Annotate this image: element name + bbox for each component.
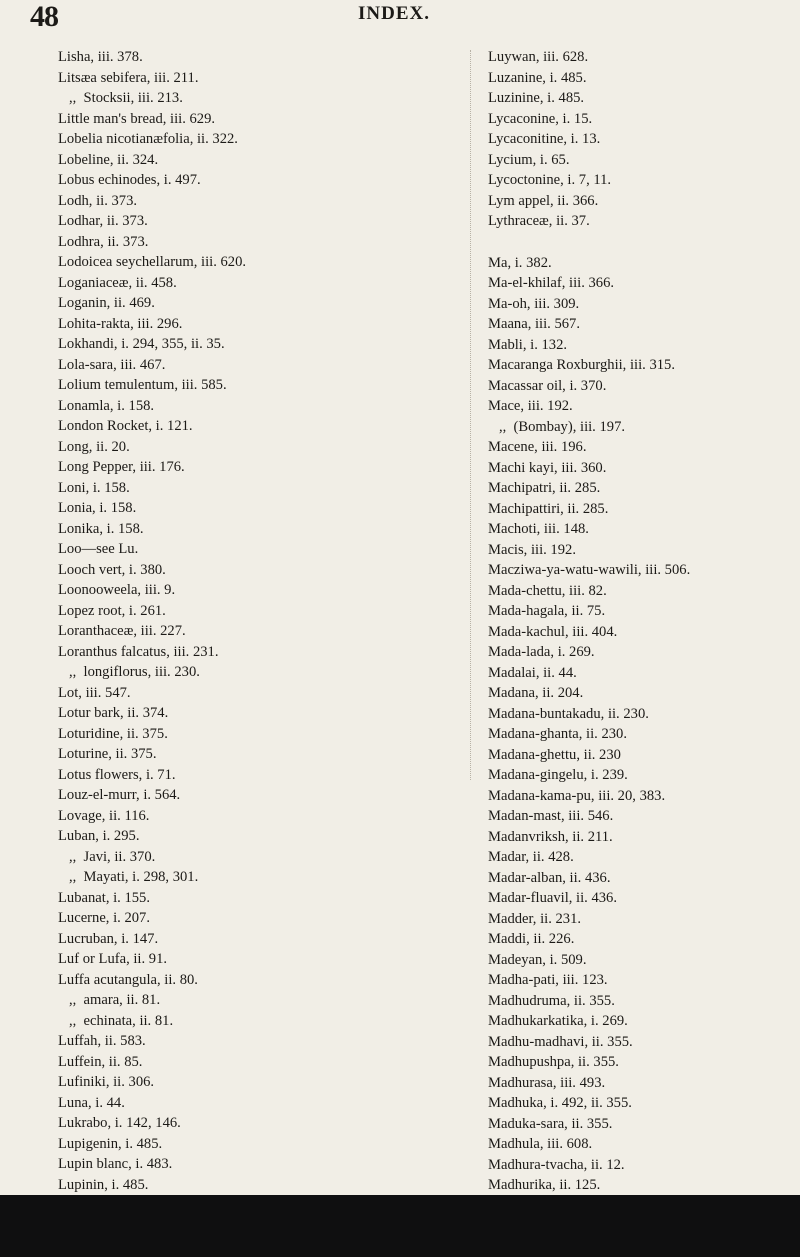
index-entry: Loturine, ii. 375. — [58, 746, 157, 762]
index-entry: Lupinin, i. 485. — [58, 1176, 149, 1193]
index-entry: Mada-chettu, iii. 82. — [488, 582, 607, 599]
index-entry: Madhurasa, iii. 493. — [488, 1074, 606, 1091]
index-entry: Macene, iii. 196. — [488, 439, 587, 455]
section-gap — [488, 232, 788, 253]
index-entry: Lotus flowers, i. 71. — [58, 766, 176, 783]
index-entry: Loganin, ii. 469. — [58, 295, 155, 311]
scan-bottom-edge — [0, 1195, 800, 1257]
index-entry: Lonika, i. 158. — [58, 520, 144, 537]
index-entry: Madhurika, ii. 125. — [488, 1177, 601, 1193]
index-entry: Lupigenin, i. 485. — [58, 1135, 163, 1152]
index-entry: Madhudruma, ii. 355. — [488, 992, 615, 1009]
index-entry: Lopez root, i. 261. — [58, 602, 166, 619]
index-entry: Madhula, iii. 608. — [488, 1136, 593, 1152]
index-entry: Lobelia nicotianæfolia, ii. 322. — [58, 131, 238, 147]
index-entry: Loturidine, ii. 375. — [58, 725, 168, 742]
index-entry: Luywan, iii. 628. — [488, 49, 589, 65]
index-entry: Lodh, ii. 373. — [58, 192, 138, 209]
index-entry: Madhura-tvacha, ii. 12. — [488, 1156, 625, 1173]
index-entry: Loranthaceæ, iii. 227. — [58, 623, 186, 639]
index-entry: Lym appel, ii. 366. — [488, 192, 599, 209]
index-entry: ,, amara, ii. 81. — [58, 992, 161, 1008]
index-entry: Looch vert, i. 380. — [58, 561, 166, 578]
index-entry: Lycoctonine, i. 7, 11. — [488, 172, 612, 188]
index-entry: Mada-lada, i. 269. — [488, 644, 595, 660]
index-entry: Long, ii. 20. — [58, 438, 130, 455]
index-entry: Lythraceæ, ii. 37. — [488, 213, 590, 229]
index-entry: Loganiaceæ, ii. 458. — [58, 274, 177, 291]
index-entry: Lot, iii. 547. — [58, 684, 131, 701]
index-entry: Loranthus falcatus, iii. 231. — [58, 643, 219, 660]
index-entry: Loo—see Lu. — [58, 541, 139, 557]
index-entry: ,, (Bombay), iii. 197. — [488, 418, 626, 435]
index-entry: Maana, iii. 567. — [488, 316, 581, 332]
index-entry: Lonia, i. 158. — [58, 500, 137, 516]
index-entry: Madana, ii. 204. — [488, 685, 584, 701]
index-entry: Madder, ii. 231. — [488, 910, 582, 927]
index-entry: Lobus echinodes, i. 497. — [58, 172, 201, 188]
index-entry: Luffa acutangula, ii. 80. — [58, 971, 198, 988]
index-entry: ,, Javi, ii. 370. — [58, 848, 156, 865]
index-entry: Luban, i. 295. — [58, 828, 140, 844]
index-entry: Little man's bread, iii. 629. — [58, 110, 216, 127]
index-entry: Machipatri, ii. 285. — [488, 480, 601, 496]
index-entry: Lisha, iii. 378. — [58, 49, 143, 65]
column-divider — [470, 50, 471, 780]
index-entry: Ma, i. 382. — [488, 254, 552, 271]
index-entry: Lolium temulentum, iii. 585. — [58, 377, 227, 393]
index-entry: Maddi, ii. 226. — [488, 931, 575, 947]
index-entry: Lupin blanc, i. 483. — [58, 1156, 173, 1172]
index-entry: Madar-fluavil, ii. 436. — [488, 890, 617, 906]
index-entry: Luf or Lufa, ii. 91. — [58, 951, 168, 967]
index-entry: Lufiniki, ii. 306. — [58, 1074, 155, 1090]
index-entry: Mada-kachul, iii. 404. — [488, 623, 618, 640]
index-entry: ,, Stocksii, iii. 213. — [58, 90, 183, 106]
index-entry: Madhukarkatika, i. 269. — [488, 1013, 628, 1029]
index-entry: Lobeline, ii. 324. — [58, 151, 159, 168]
index-entry: Madana-buntakadu, ii. 230. — [488, 705, 649, 722]
index-entry: Madhu-madhavi, ii. 355. — [488, 1033, 633, 1050]
index-entry: Luffah, ii. 583. — [58, 1033, 146, 1049]
page-header: INDEX. — [358, 3, 430, 24]
index-entry: Lovage, ii. 116. — [58, 807, 150, 824]
index-entry: Louz-el-murr, i. 564. — [58, 787, 181, 803]
index-entry: Lokhandi, i. 294, 355, ii. 35. — [58, 336, 225, 352]
index-entry: Maduka-sara, ii. 355. — [488, 1115, 613, 1132]
index-entry: Madana-gingelu, i. 239. — [488, 767, 628, 783]
index-entry: Lotur bark, ii. 374. — [58, 705, 169, 721]
index-entry: Lycaconitine, i. 13. — [488, 131, 601, 147]
index-entry: Lucruban, i. 147. — [58, 930, 159, 947]
index-entry: Lodoicea seychellarum, iii. 620. — [58, 254, 247, 270]
index-entry: Madana-kama-pu, iii. 20, 383. — [488, 787, 666, 804]
index-entry: Macassar oil, i. 370. — [488, 377, 607, 394]
index-entry: Luna, i. 44. — [58, 1094, 125, 1111]
index-entry: Madhuka, i. 492, ii. 355. — [488, 1095, 632, 1111]
index-entry: Lucerne, i. 207. — [58, 910, 150, 926]
index-entry: Lola-sara, iii. 467. — [58, 356, 166, 373]
index-entry: Lubanat, i. 155. — [58, 889, 151, 906]
index-entry: Machi kayi, iii. 360. — [488, 459, 607, 476]
index-entry: Lukrabo, i. 142, 146. — [58, 1115, 181, 1131]
index-entry: ,, longiflorus, iii. 230. — [58, 664, 200, 680]
page-number: 48 — [30, 0, 58, 33]
index-entry: Loni, i. 158. — [58, 479, 130, 496]
index-entry: Madha-pati, iii. 123. — [488, 972, 608, 988]
index-entry: Mada-hagala, ii. 75. — [488, 603, 606, 619]
index-column-left — [58, 47, 458, 1257]
index-entry: Luzinine, i. 485. — [488, 90, 585, 106]
index-entry: Macziwa-ya-watu-wawili, iii. 506. — [488, 562, 691, 578]
index-entry: Lohita-rakta, iii. 296. — [58, 315, 183, 332]
index-entry: ,, Mayati, i. 298, 301. — [58, 869, 199, 885]
index-entry: Luffein, ii. 85. — [58, 1053, 143, 1070]
index-entry: Lycium, i. 65. — [488, 151, 570, 168]
index-entry: Lodhar, ii. 373. — [58, 213, 148, 229]
index-entry: Ma-oh, iii. 309. — [488, 295, 580, 312]
index-entry: ,, echinata, ii. 81. — [58, 1012, 174, 1029]
index-entry: Madalai, ii. 44. — [488, 664, 577, 681]
index-entry: Macis, iii. 192. — [488, 541, 576, 558]
index-entry: Loonooweela, iii. 9. — [58, 582, 176, 598]
index-entry: Long Pepper, iii. 176. — [58, 459, 185, 475]
index-entry: Madar-alban, ii. 436. — [488, 869, 611, 886]
index-entry: Madeyan, i. 509. — [488, 951, 587, 968]
index-entry: Lodhra, ii. 373. — [58, 233, 149, 250]
index-entry: Madan-mast, iii. 546. — [488, 808, 614, 824]
index-entry: Machipattiri, ii. 285. — [488, 500, 609, 517]
index-entry: Lonamla, i. 158. — [58, 397, 155, 414]
index-entry: Madar, ii. 428. — [488, 849, 574, 865]
index-entry: Lycaconine, i. 15. — [488, 110, 593, 127]
index-entry: Machoti, iii. 148. — [488, 521, 589, 537]
index-entry: Macaranga Roxburghii, iii. 315. — [488, 357, 675, 373]
index-entry: Madana-ghettu, ii. 230 — [488, 746, 621, 763]
index-column-right — [488, 47, 788, 1237]
index-entry: Madana-ghanta, ii. 230. — [488, 726, 628, 742]
index-entry: London Rocket, i. 121. — [58, 418, 193, 434]
index-entry: Mabli, i. 132. — [488, 336, 568, 353]
index-entry: Ma-el-khilaf, iii. 366. — [488, 275, 615, 291]
index-entry: Madanvriksh, ii. 211. — [488, 828, 613, 845]
index-entry: Litsæa sebifera, iii. 211. — [58, 69, 199, 86]
index-entry: Luzanine, i. 485. — [488, 69, 587, 86]
index-entry: Madhupushpa, ii. 355. — [488, 1054, 619, 1070]
index-entry: Mace, iii. 192. — [488, 398, 573, 414]
